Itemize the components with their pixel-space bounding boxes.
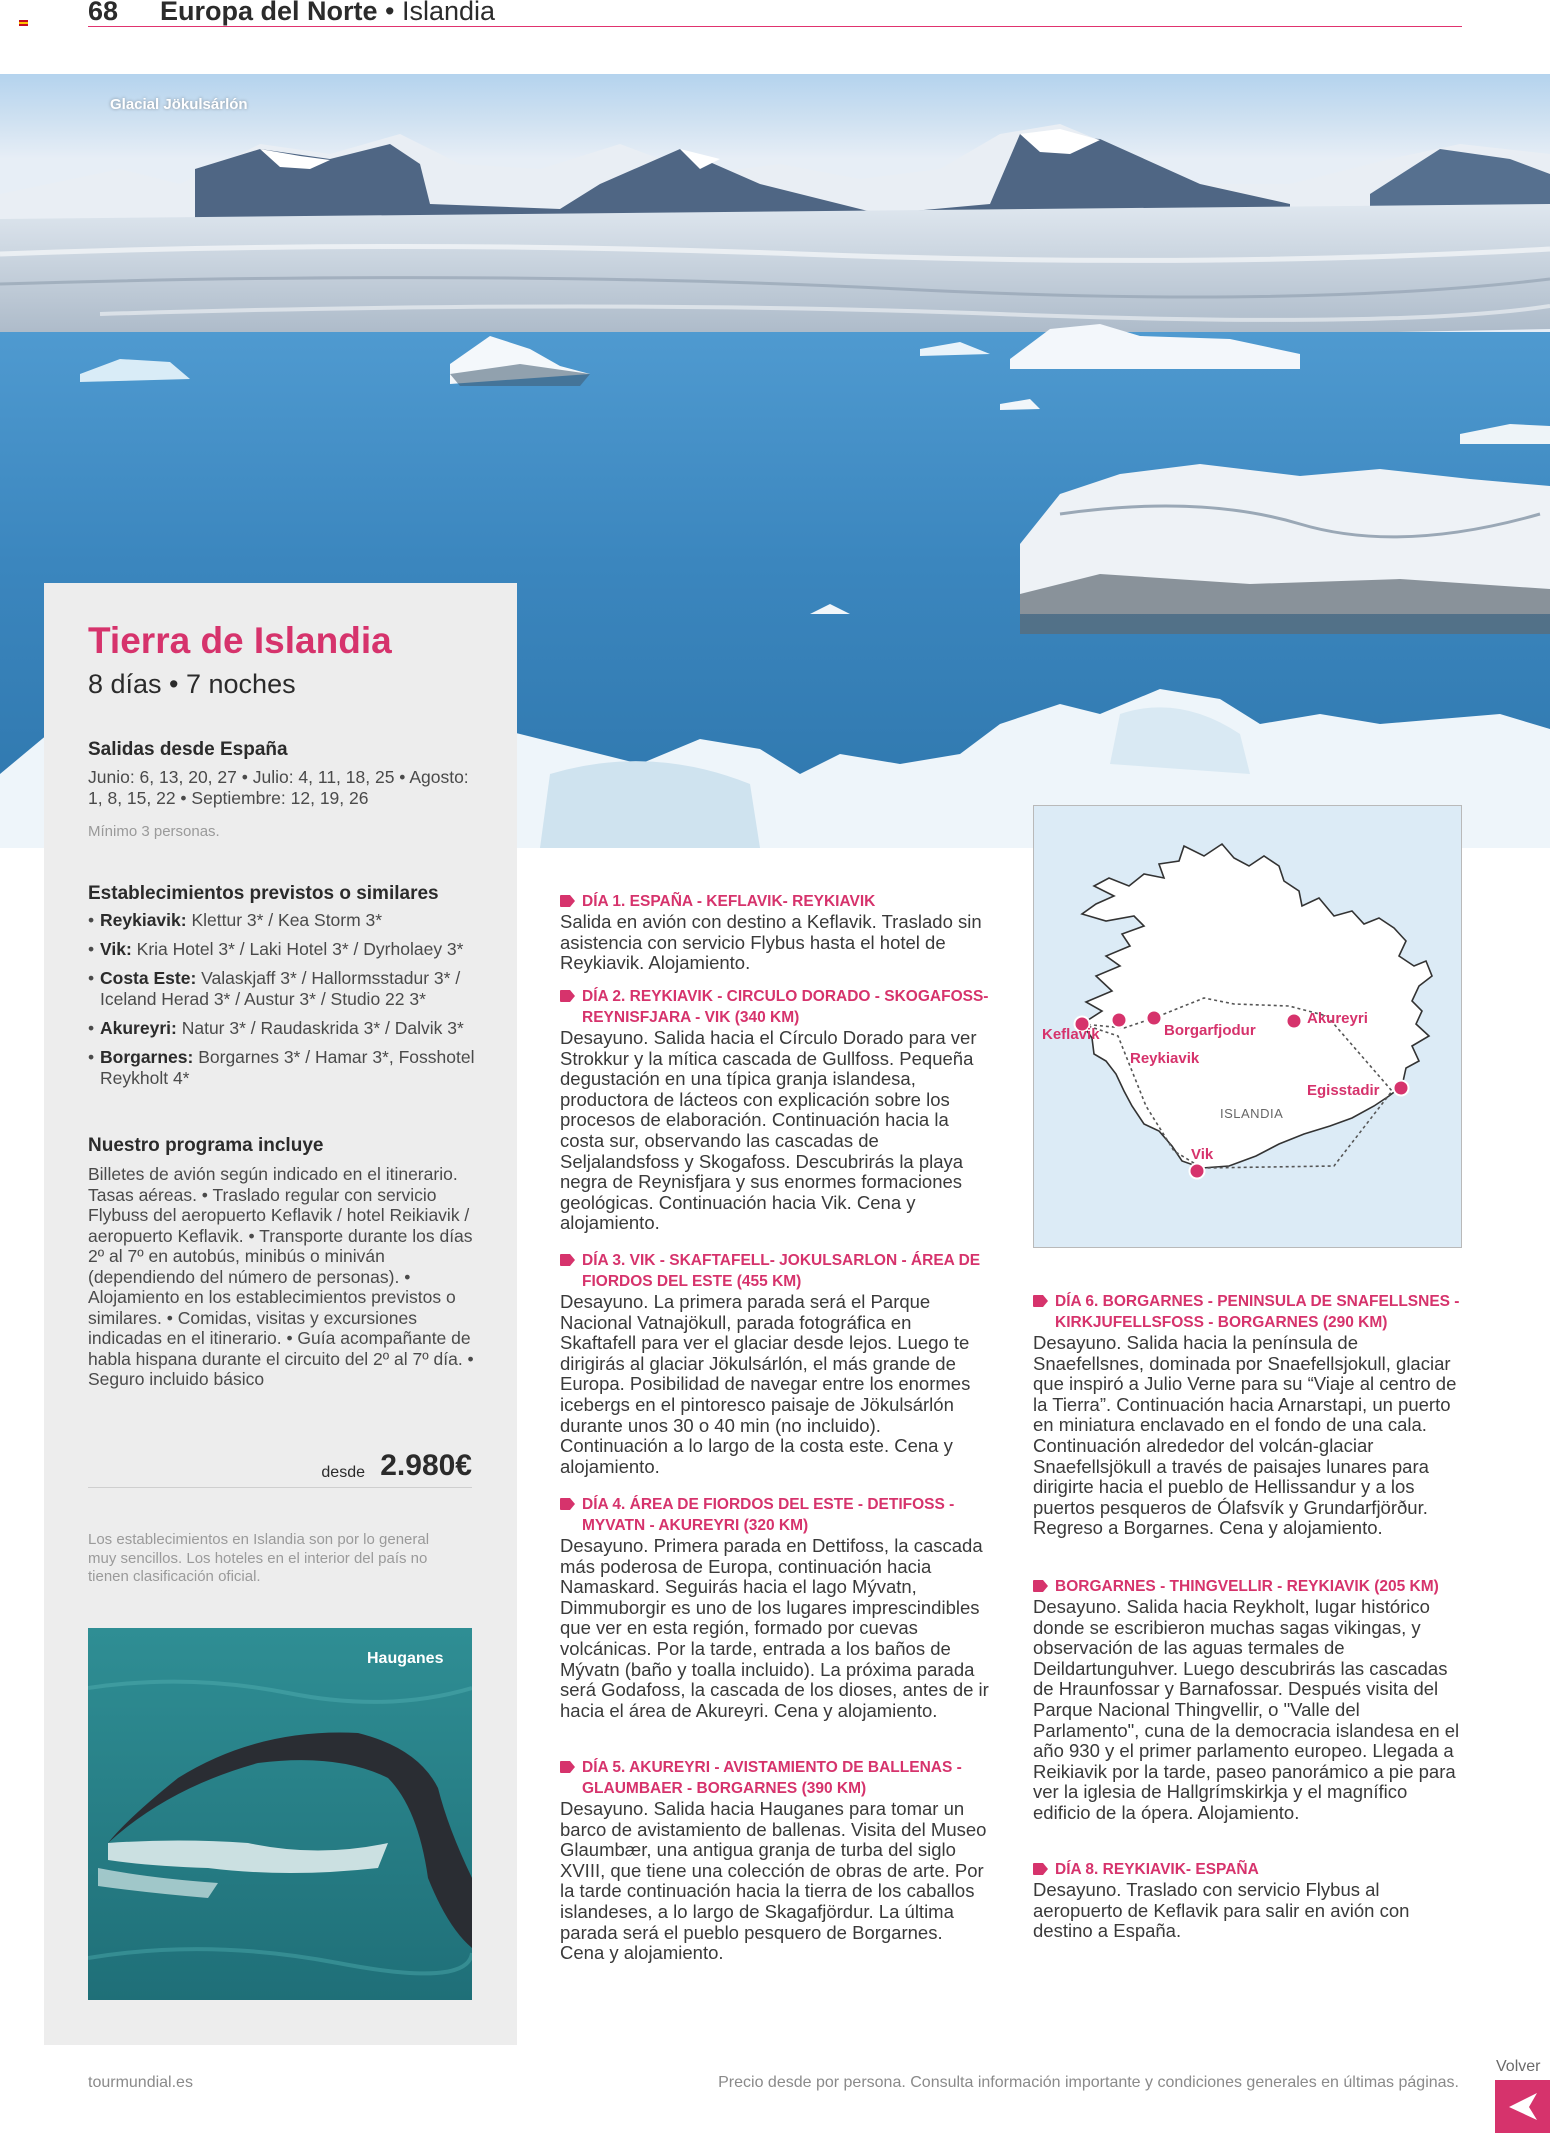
day-title: BORGARNES - THINGVELLIR - REYKIAVIK (205 KM) xyxy=(1055,1578,1439,1595)
day-heading xyxy=(560,891,990,912)
day-heading xyxy=(1033,1576,1463,1597)
hotel-names: Natur 3* / Raudaskrida 3* / Dalvik 3* xyxy=(176,1018,464,1038)
itinerary-day-5 xyxy=(560,1757,990,1964)
hotel-city: Borgarnes: xyxy=(100,1047,194,1067)
section-title xyxy=(160,0,495,27)
hotels-heading: Establecimientos previstos o similares xyxy=(88,883,439,904)
hotel-city: Akureyri: xyxy=(100,1018,177,1038)
pointer-tag-icon xyxy=(560,1498,575,1510)
hotel-list xyxy=(88,910,488,1097)
page-header xyxy=(88,0,1462,27)
itinerary-day-8 xyxy=(1033,1859,1463,1942)
pointer-tag-icon xyxy=(1033,1295,1048,1307)
departures-heading: Salidas desde España xyxy=(88,739,288,760)
photo-caption: Hauganes xyxy=(367,1650,444,1667)
flag-icon xyxy=(19,20,28,26)
pointer-tag-icon xyxy=(560,1761,575,1773)
pointer-tag-icon xyxy=(560,895,575,907)
day-heading xyxy=(560,1494,990,1536)
day-description: Desayuno. Traslado con servicio Flybus al aeropuerto de Keflavik para salir en avión con destino a España. xyxy=(1033,1879,1410,1942)
route-map xyxy=(1033,805,1462,1248)
hotels-note: Los establecimientos en Islandia son por lo general muy sencillos. Los hoteles en el interior del país no tienen clasificación oficial. xyxy=(88,1531,430,1585)
trip-title: Tierra de Islandia xyxy=(88,620,392,661)
hotel-names: Borgarnes 3* / Hamar 3*, Fosshotel Reykholt 4* xyxy=(100,1047,475,1088)
itinerary-day-3 xyxy=(560,1250,990,1477)
hotel-item-costa-este xyxy=(88,968,488,1010)
itinerary-day-4 xyxy=(560,1494,990,1721)
day-description: Desayuno. La primera parada será el Parque Nacional Vatnajökull, parada fotográfica en Skaftafell para ver el glaciar desde lejos. Luego te dirigirás al glaciar Jökulsárlón, el más grande de Europa. Posibilidad de navegar entre los enormes icebergs en el pintoresco paisaje de Jökulsárlón durante unos 30 o 40 min (no incluido). Continuación a lo largo de la costa este. Cena y alojamiento. xyxy=(560,1291,971,1477)
pointer-tag-icon xyxy=(1033,1863,1048,1875)
hotel-names: Valaskjaff 3* / Hallormsstadur 3* / Iceland Herad 3* / Austur 3* / Studio 22 3* xyxy=(100,968,461,1009)
hotel-city: Costa Este: xyxy=(100,968,197,988)
hotel-item-borgarnes xyxy=(88,1047,488,1089)
footer-disclaimer: Precio desde por persona. Consulta información importante y condiciones generales en últimas páginas. xyxy=(718,2074,1459,2091)
hotel-city: Reykiavik: xyxy=(100,910,187,930)
website-link[interactable]: tourmundial.es xyxy=(88,2074,193,2091)
section-title-main: Europa del Norte xyxy=(160,0,378,26)
pointer-tag-icon xyxy=(560,1254,575,1266)
hero-caption: Glacial Jökulsárlón xyxy=(110,96,248,113)
itinerary-day-6 xyxy=(1033,1291,1463,1539)
trip-duration: 8 días • 7 noches xyxy=(88,669,296,699)
hotel-names: Kria Hotel 3* / Laki Hotel 3* / Dyrholaey 3* xyxy=(131,939,464,959)
pointer-tag-icon xyxy=(1033,1580,1048,1592)
section-title-separator: • xyxy=(377,0,402,26)
day-title: DÍA 2. REYKIAVIK - CIRCULO DORADO - SKOGAFOSS- REYNISFJARA - VIK (340 KM) xyxy=(582,988,989,1026)
back-label[interactable]: Volver xyxy=(1496,2058,1541,2075)
hotel-item-akureyri xyxy=(88,1018,488,1039)
day-title: DÍA 1. ESPAÑA - KEFLAVIK- REYKIAVIK xyxy=(582,893,876,910)
whale-photo xyxy=(88,1628,472,2000)
minimum-people: Mínimo 3 personas. xyxy=(88,823,220,840)
itinerary-day-1 xyxy=(560,891,990,974)
day-description: Desayuno. Primera parada en Dettifoss, la cascada más poderosa de Europa, continuación hacia Namaskard. Seguirás hacia el lago Mývatn, Dimmuborgir es uno de los lugares imprescindibles que ver en esta región, formado por cuevas volcánicas. Por la tarde, entrada a los baños de Mývatn (baño y toalla incluido). La próxima parada será Godafoss, la cascada de los dioses, antes de ir hacia el área de Akureyri. Cena y alojamiento. xyxy=(560,1535,989,1721)
map-city-akureyri: Akureyri xyxy=(1307,1010,1368,1027)
map-country-label: ISLANDIA xyxy=(1220,1106,1284,1121)
day-heading xyxy=(560,1250,990,1292)
page-number: 68 xyxy=(88,0,119,26)
hotel-item-reykiavik xyxy=(88,910,488,931)
day-description: Desayuno. Salida hacia Reykholt, lugar histórico donde se escribieron muchas sagas vikingas, y observación de las aguas termales de Deildartunguhver. Luego descubrirás las cascadas de Hraunfossar y Barnafossar. Después visita del Parque Nacional Thingvellir, o "Valle del Parlamento", cuna de la democracia islandesa en el año 930 y el primer parlamento europeo. Llegada a Reikiavik por la tarde, paseo panorámico a pie para ver la iglesia de Hallgrímskirkja y el magnífico edificio de la ópera. Alojamiento. xyxy=(1033,1596,1460,1823)
includes-heading: Nuestro programa incluye xyxy=(88,1135,324,1156)
day-heading xyxy=(1033,1291,1463,1333)
price-row xyxy=(88,1451,472,1488)
back-button[interactable] xyxy=(1495,2080,1550,2133)
day-title: DÍA 5. AKUREYRI - AVISTAMIENTO DE BALLENAS - GLAUMBAER - BORGARNES (390 KM) xyxy=(582,1759,962,1797)
day-title: DÍA 4. ÁREA DE FIORDOS DEL ESTE - DETIFOSS - MYVATN - AKUREYRI (320 KM) xyxy=(582,1496,955,1534)
day-heading xyxy=(560,986,990,1028)
departures-dates: Junio: 6, 13, 20, 27 • Julio: 4, 11, 18, 25 • Agosto: 1, 8, 15, 22 • Septiembre: 12, 19, 26 xyxy=(88,767,469,808)
pointer-tag-icon xyxy=(560,990,575,1002)
map-city-borgarfjodur: Borgarfjodur xyxy=(1164,1022,1256,1039)
day-title: DÍA 3. VIK - SKAFTAFELL- JOKULSARLON - ÁREA DE FIORDOS DEL ESTE (455 KM) xyxy=(582,1252,981,1290)
day-description: Desayuno. Salida hacia la península de Snaefellsnes, dominada por Snaefellsjokull, glaciar que inspiró a Julio Verne para su “Viaje al centro de la Tierra”. Continuación hacia Arnarstapi, un puerto en miniatura enclavado en el fondo de una cala. Continuación alrededor del volcán-glaciar Snaefellsjökull a través de paisajes lunares para dirigirte hacia el pueblo de Hellissandur y a los puertos pesqueros de Ólafsvík y Grundarfjörður. Regreso a Borgarnes. Cena y alojamiento. xyxy=(1033,1332,1457,1539)
includes-text: Billetes de avión según indicado en el itinerario. Tasas aéreas. • Traslado regular con servicio Flybuss del aeropuerto Keflavik / hotel Reikiavik / aeropuerto Keflavik. • Transporte durante los días 2º al 7º en autobús, minibús o miniván (dependiendo del número de personas). • Alojamiento en los establecimientos previstos o similares. • Comidas, visitas y excursiones indicadas en el itinerario. • Guía acompañante de habla hispana durante el circuito del 2º al 7º día. • Seguro incluido básico xyxy=(88,1164,474,1389)
hotel-city: Vik: xyxy=(100,939,132,959)
map-city-vik: Vik xyxy=(1191,1146,1214,1163)
itinerary-day-2 xyxy=(560,986,990,1234)
day-heading xyxy=(1033,1859,1463,1880)
day-heading xyxy=(560,1757,990,1799)
day-description: Desayuno. Salida hacia Hauganes para tomar un barco de avistamiento de ballenas. Visita del Museo Glaumbær, una antigua granja de turba del siglo XVIII, que tiene una colección de obras de arte. Por la tarde continuación hacia la tierra de los caballos islandeses, a lo largo de Skagafjördur. La última parada será el pueblo pesquero de Borgarnes. Cena y alojamiento. xyxy=(560,1798,987,1964)
map-city-keflavik: Keflavik xyxy=(1042,1026,1100,1043)
day-description: Salida en avión con destino a Keflavik. Traslado sin asistencia con servicio Flybus hasta el hotel de Reykiavik. Alojamiento. xyxy=(560,911,982,974)
hotel-names: Klettur 3* / Kea Storm 3* xyxy=(186,910,383,930)
day-description: Desayuno. Salida hacia el Círculo Dorado para ver Strokkur y la mítica cascada de Gullfoss. Pequeña degustación en una típica granja islandesa, productora de lácteos con explicación sobre los procesos de elaboración. Continuación hacia la costa sur, observando las cascadas de Seljalandsfoss y Skogafoss. Descubrirás la playa negra de Reynisfjara y sus enormes formaciones geológicas. Continuación hacia Vik. Cena y alojamiento. xyxy=(560,1027,977,1234)
map-city-reykiavik: Reykiavik xyxy=(1130,1050,1200,1067)
day-title: DÍA 6. BORGARNES - PENINSULA DE SNAFELLSNES - KIRKJUFELLSFOSS - BORGARNES (290 KM) xyxy=(1055,1293,1460,1331)
day-title: DÍA 8. REYKIAVIK- ESPAÑA xyxy=(1055,1861,1259,1878)
arrow-left-icon xyxy=(1495,2080,1550,2133)
section-title-sub: Islandia xyxy=(402,0,496,26)
price-prefix: desde xyxy=(321,1464,365,1481)
price-value: 2.980€ xyxy=(380,1449,472,1482)
map-city-egisstadir: Egisstadir xyxy=(1307,1082,1380,1099)
itinerary-day-7 xyxy=(1033,1576,1463,1824)
hotel-item-vik xyxy=(88,939,488,960)
